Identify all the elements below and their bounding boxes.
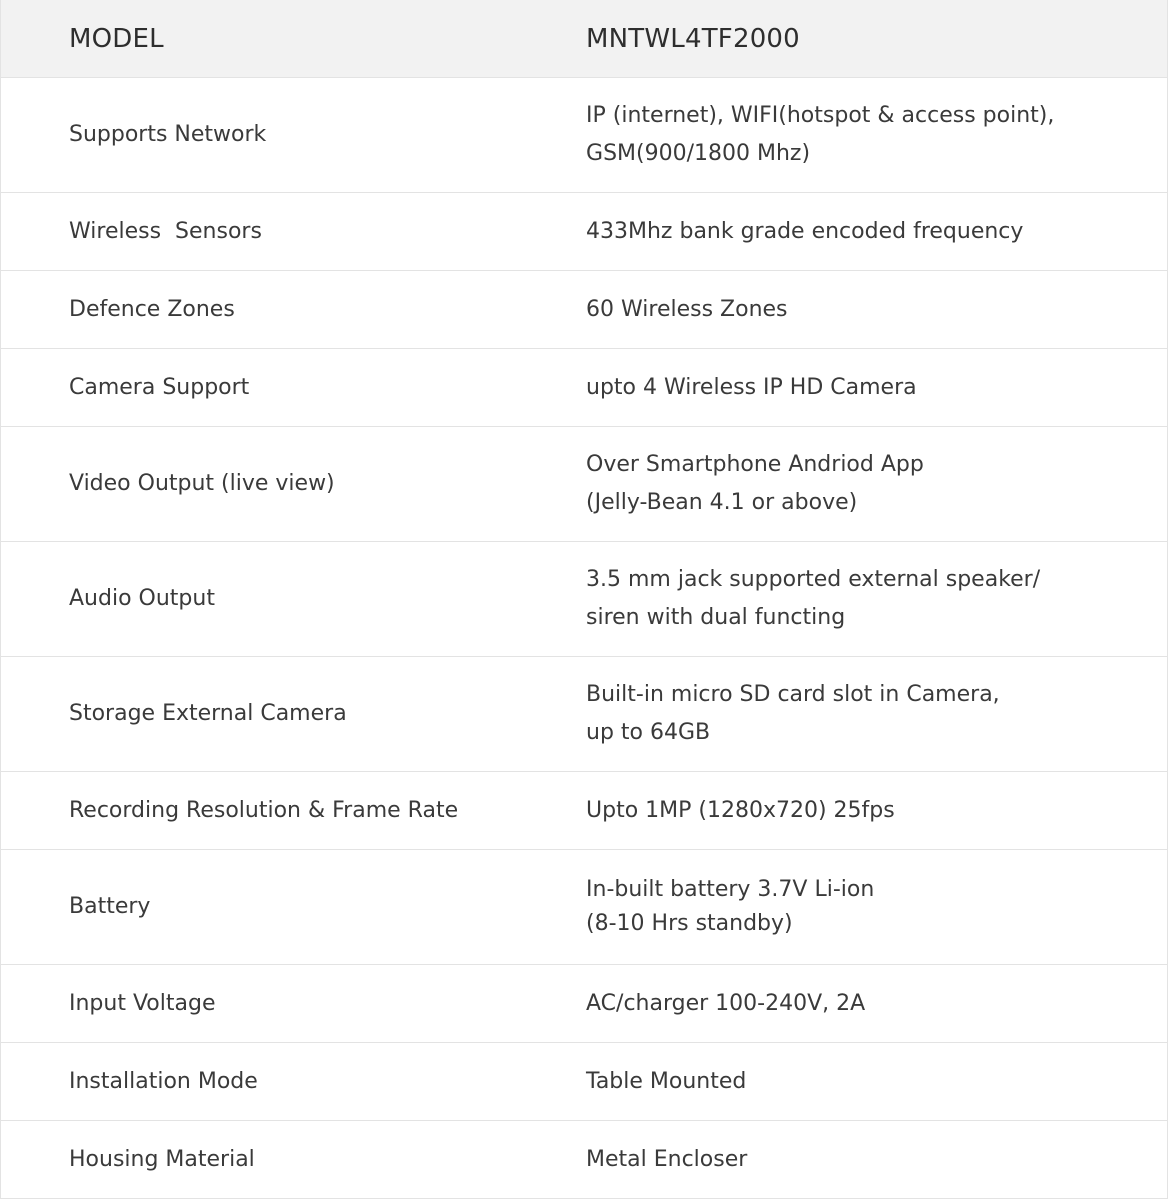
row-value-line: 3.5 mm jack supported external speaker/ xyxy=(586,567,1041,592)
row-value xyxy=(586,792,1167,830)
row-value-line: AC/charger 100-240V, 2A xyxy=(586,990,866,1016)
row-value-line: IP (internet), WIFI(hotspot & access point), xyxy=(586,103,1055,128)
table-row xyxy=(1,771,1167,849)
row-value xyxy=(586,291,1167,329)
row-label: Storage External Camera xyxy=(69,701,347,726)
row-value-line: GSM(900/1800 Mhz) xyxy=(586,141,811,166)
row-value-line: up to 64GB xyxy=(586,720,711,745)
row-value xyxy=(586,676,1167,752)
row-label: Recording Resolution & Frame Rate xyxy=(69,797,459,823)
row-label: Audio Output xyxy=(69,586,215,611)
table-row xyxy=(1,849,1167,964)
row-value xyxy=(586,446,1167,522)
row-value-line: Table Mounted xyxy=(586,1068,747,1094)
row-label: Input Voltage xyxy=(69,990,216,1016)
row-value-line: 433Mhz bank grade encoded frequency xyxy=(586,218,1024,244)
row-label: Wireless Sensors xyxy=(69,218,262,244)
table-header-row xyxy=(1,0,1167,77)
row-value xyxy=(586,561,1167,637)
table-row xyxy=(1,426,1167,541)
row-value-line: Metal Encloser xyxy=(586,1146,748,1172)
header-value: MNTWL4TF2000 xyxy=(586,24,800,54)
row-label: Installation Mode xyxy=(69,1068,258,1094)
row-value xyxy=(586,213,1167,251)
row-value xyxy=(586,369,1167,407)
row-value xyxy=(586,97,1167,173)
table-row xyxy=(1,348,1167,426)
row-value-line: In-built battery 3.7V Li-ion xyxy=(586,877,875,902)
row-label: Supports Network xyxy=(69,122,267,147)
row-value-line: siren with dual functing xyxy=(586,605,846,630)
row-value-line: 60 Wireless Zones xyxy=(586,296,788,322)
row-label: Video Output (live view) xyxy=(69,471,335,496)
table-row xyxy=(1,77,1167,192)
row-value xyxy=(586,985,1167,1023)
row-label: Camera Support xyxy=(69,374,250,400)
row-value xyxy=(586,1063,1167,1101)
table-row xyxy=(1,192,1167,270)
table-row xyxy=(1,1042,1167,1120)
row-value xyxy=(586,1141,1167,1179)
row-value-line: Upto 1MP (1280x720) 25fps xyxy=(586,797,895,823)
row-value-line: Over Smartphone Andriod App xyxy=(586,452,924,477)
header-label: MODEL xyxy=(69,24,164,54)
row-value xyxy=(586,873,1167,941)
row-value-line: (8-10 Hrs standby) xyxy=(586,911,793,936)
row-label: Housing Material xyxy=(69,1146,255,1172)
row-label: Battery xyxy=(69,894,151,919)
row-label: Defence Zones xyxy=(69,296,235,322)
table-row xyxy=(1,541,1167,656)
row-value-line: Built-in micro SD card slot in Camera, xyxy=(586,682,1000,707)
row-value-line: upto 4 Wireless IP HD Camera xyxy=(586,374,917,400)
table-row xyxy=(1,1120,1167,1198)
row-value-line: (Jelly-Bean 4.1 or above) xyxy=(586,490,858,515)
table-row xyxy=(1,270,1167,348)
table-row xyxy=(1,656,1167,771)
table-row xyxy=(1,964,1167,1042)
